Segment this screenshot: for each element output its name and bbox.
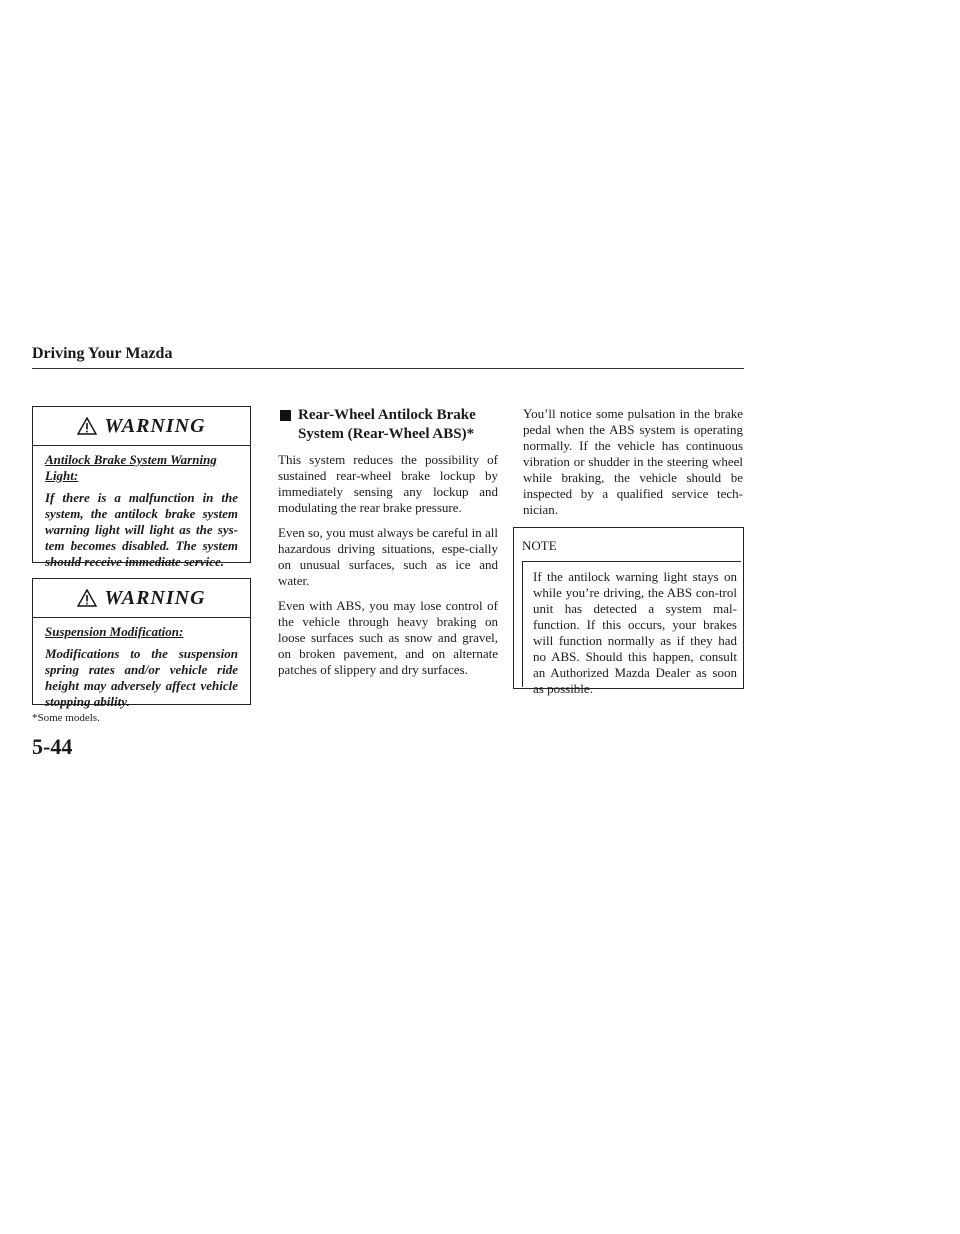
page-number: 5-44 xyxy=(32,734,73,759)
warning-header xyxy=(33,579,250,618)
warning-title: WARNING xyxy=(104,414,206,437)
note-box xyxy=(513,527,744,696)
section-title xyxy=(278,406,498,444)
warning-box-abs-light xyxy=(32,406,251,569)
warning-header xyxy=(33,407,250,446)
section-title-line2: System (Rear-Wheel ABS)* xyxy=(298,426,475,442)
note-inner-frame xyxy=(522,561,741,696)
paragraph: You’ll notice some pulsation in the brake pedal when the ABS system is operating normally. If the vehicle has continuous vibration or shudder in the steering wheel while braking, the vehicle should be inspected by a qualified service tech-nician. xyxy=(523,406,743,517)
running-header: Driving Your Mazda xyxy=(32,345,173,362)
warning-subtitle: Antilock Brake System Warning Light: xyxy=(45,452,217,483)
note-title: NOTE xyxy=(522,538,557,553)
warning-text: If there is a malfunction in the system, the antilock brake system warning light will light as the sys-tem becomes disabled. The system should receive immediate service. xyxy=(45,490,238,569)
footnote: *Some models. xyxy=(32,712,100,724)
warning-triangle-icon xyxy=(77,589,97,607)
header-divider xyxy=(32,368,744,369)
section-title-line1: Rear-Wheel Antilock Brake xyxy=(298,407,476,423)
paragraph: Even so, you must always be careful in all hazardous driving situations, espe-cially on unusual surfaces, such as ice and water. xyxy=(278,525,498,588)
paragraph: Even with ABS, you may lose control of the vehicle through heavy braking on loose surfaces such as snow and gravel, on broken pavement, and on alternate patches of slippery and dry surfaces. xyxy=(278,598,498,677)
warning-triangle-icon xyxy=(77,417,97,435)
warning-title: WARNING xyxy=(104,586,206,609)
warning-box-suspension xyxy=(32,578,251,709)
paragraph: This system reduces the possibility of sustained rear-wheel brake lockup by immediately sensing any lockup and modulating the rear brake pressure. xyxy=(278,452,498,515)
abs-section xyxy=(278,406,498,687)
note-text: If the antilock warning light stays on while you’re driving, the ABS con-trol unit has detected a system mal-function. If this occurs, your brakes will function normally as if they had no ABS. Should this happen, consult an Authorized Mazda Dealer as soon as possible. xyxy=(533,569,737,696)
bullet-square-icon xyxy=(280,410,291,421)
warning-text: Modifications to the suspension spring rates and/or vehicle ride height may adversely affect vehicle stopping ability. xyxy=(45,646,238,709)
warning-body xyxy=(33,446,250,578)
warning-subtitle: Suspension Modification: xyxy=(45,624,184,639)
warning-body xyxy=(33,618,250,718)
pulsation-section xyxy=(523,406,743,527)
